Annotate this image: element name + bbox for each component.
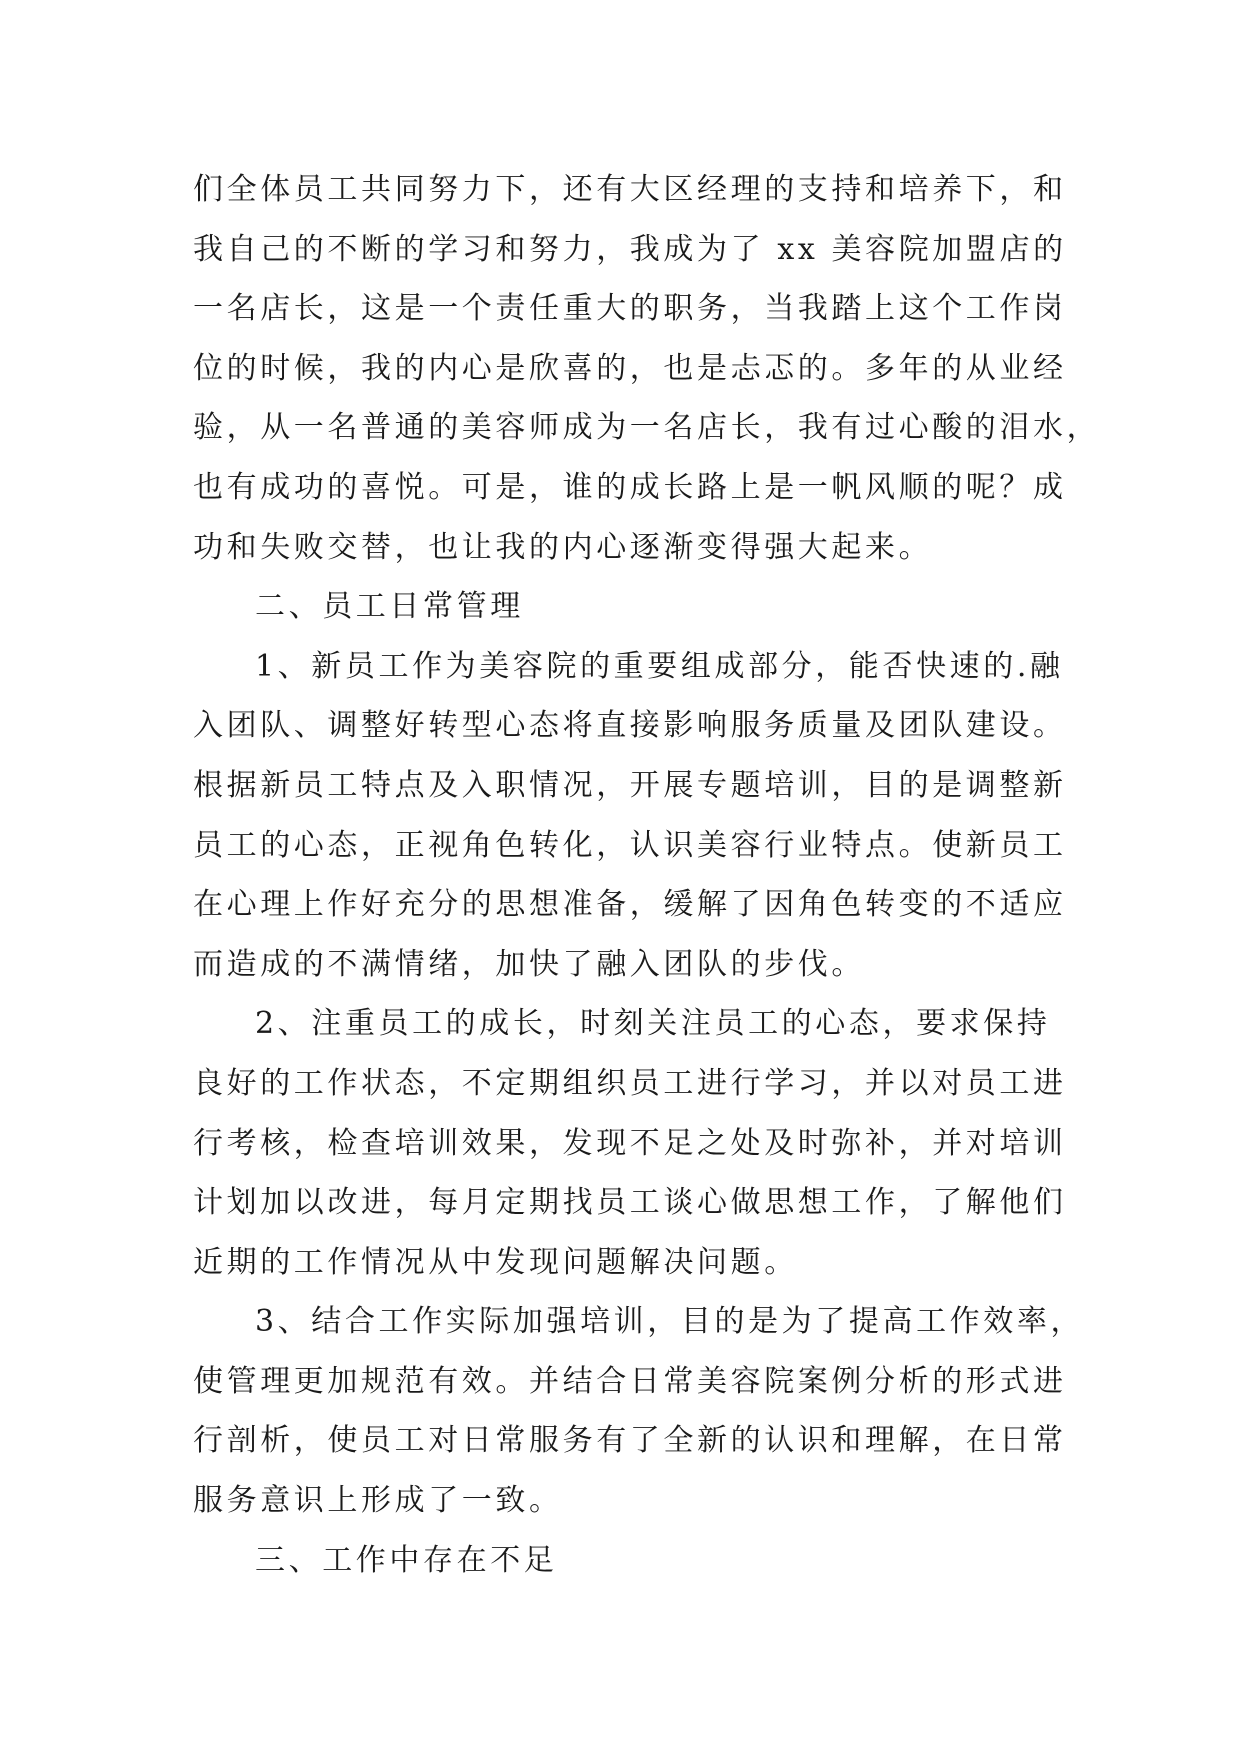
text-line: 使管理更加规范有效。并结合日常美容院案例分析的形式进 — [193, 1363, 1067, 1399]
text-line: 功和失败交替，也让我的内心逐渐变得强大起来。 — [193, 529, 933, 565]
text-line: 位的时候，我的内心是欣喜的，也是忐忑的。多年的从业经 — [193, 350, 1067, 386]
text-line: 服务意识上形成了一致。 — [193, 1483, 563, 1519]
document-body — [193, 160, 1101, 1590]
text-line: 也有成功的喜悦。可是，谁的成长路上是一帆风顺的呢？成 — [193, 469, 1067, 505]
paragraph-intro — [193, 160, 1101, 577]
section-heading-shortcomings: 三、工作中存在不足 — [255, 1542, 558, 1578]
text-line: 验，从一名普通的美容师成为一名店长，我有过心酸的泪水， — [193, 410, 1101, 446]
text-line: 计划加以改进，每月定期找员工谈心做思想工作，了解他们 — [193, 1185, 1067, 1221]
section-heading-staff-management: 二、员工日常管理 — [255, 589, 524, 625]
text-line: 3、结合工作实际加强培训，目的是为了提高工作效率， — [255, 1304, 1085, 1340]
text-line: 良好的工作状态，不定期组织员工进行学习，并以对员工进 — [193, 1065, 1067, 1101]
text-line: 在心理上作好充分的思想准备，缓解了因角色转变的不适应 — [193, 887, 1067, 923]
text-line: 行考核，检查培训效果，发现不足之处及时弥补，并对培训 — [193, 1125, 1067, 1161]
text-line: 而造成的不满情绪，加快了融入团队的步伐。 — [193, 946, 865, 982]
paragraph-item-1 — [193, 637, 1073, 995]
text-line: 根据新员工特点及入职情况，开展专题培训，目的是调整新 — [193, 767, 1067, 803]
text-line: 2、注重员工的成长，时刻关注员工的心态，要求保持 — [255, 1006, 1051, 1042]
text-line: 1、新员工作为美容院的重要组成部分，能否快速的.融 — [255, 648, 1064, 684]
text-line: 一名店长，这是一个责任重大的职务，当我踏上这个工作岗 — [193, 291, 1067, 327]
text-line: 员工的心态，正视角色转化，认识美容行业特点。使新员工 — [193, 827, 1067, 863]
text-line: 们全体员工共同努力下，还有大区经理的支持和培养下，和 — [193, 172, 1067, 207]
text-line: 近期的工作情况从中发现问题解决问题。 — [193, 1244, 798, 1280]
text-line: 我自己的不断的学习和努力，我成为了 xx 美容院加盟店的 — [193, 231, 1067, 267]
paragraph-item-3 — [193, 1292, 1085, 1530]
text-line: 入团队、调整好转型心态将直接影响服务质量及团队建设。 — [193, 708, 1067, 744]
text-line: 行剖析，使员工对日常服务有了全新的认识和理解，在日常 — [193, 1423, 1067, 1459]
paragraph-item-2 — [193, 994, 1073, 1292]
